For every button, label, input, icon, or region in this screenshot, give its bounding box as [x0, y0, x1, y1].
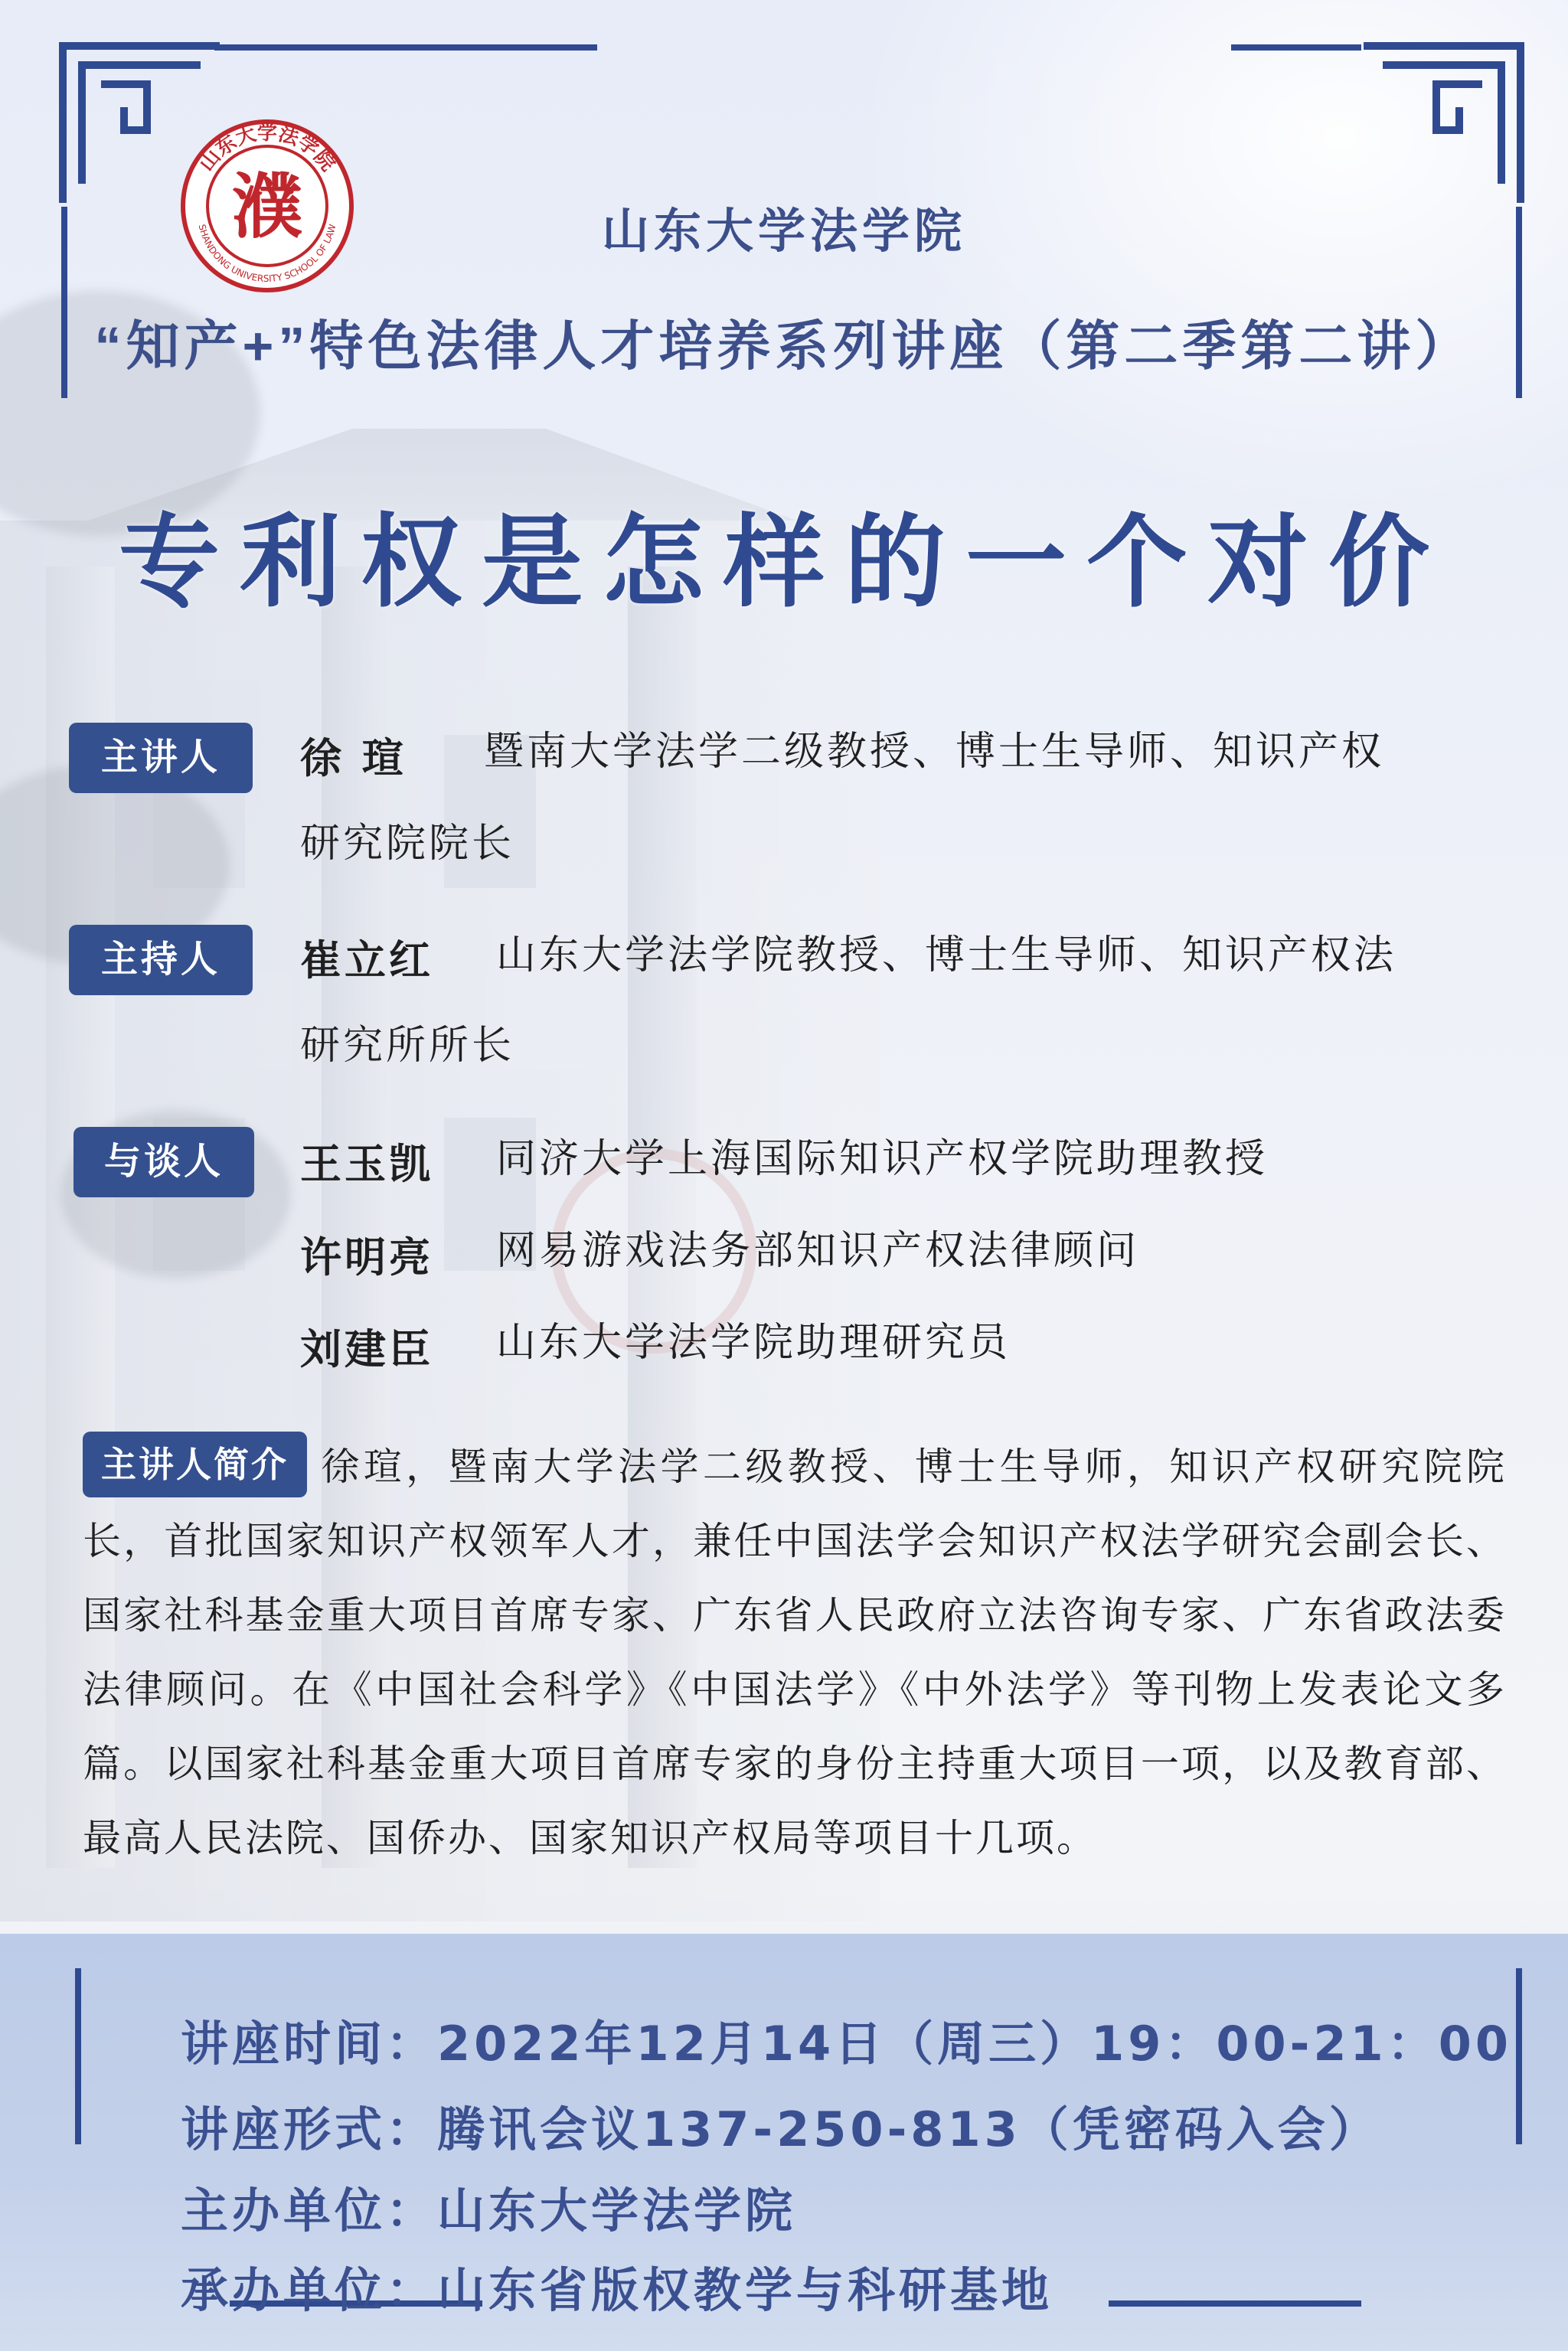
lecture-title: 专利权是怎样的一个对价: [119, 504, 1449, 622]
series-title: “知产+”特色法律人才培养系列讲座（第二季第二讲）: [94, 316, 1474, 376]
lecture-time: 讲座时间：2022年12月14日（周三）19：00-21：00: [181, 2016, 1512, 2072]
school-name: 山东大学法学院: [601, 205, 966, 258]
discussant-desc: 网易游戏法务部知识产权法律顾问: [496, 1228, 1140, 1274]
speaker-name: 徐 瑄: [300, 733, 407, 782]
logo-ring-text: 山东大学法学院: [194, 122, 340, 176]
host-desc-line1: 山东大学法学院教授、博士生导师、知识产权法: [496, 932, 1397, 978]
host-name: 崔立红: [300, 936, 433, 984]
frame-edge: [1109, 2300, 1361, 2307]
speaker-label: 主讲人: [69, 723, 253, 793]
discussant-name: 刘建臣: [300, 1324, 433, 1373]
frame-edge: [75, 1968, 81, 2144]
discussant-name: 王玉凯: [300, 1139, 433, 1188]
co-organizer: 承办单位：山东省版权教学与科研基地: [181, 2262, 1054, 2318]
discussant-name: 许明亮: [300, 1233, 433, 1282]
frame-edge: [1231, 44, 1361, 51]
frame-edge: [1516, 1968, 1522, 2144]
frame-corner-ornament: [1360, 31, 1536, 207]
organizer: 主办单位：山东大学法学院: [181, 2183, 797, 2238]
host-desc-line2: 研究所所长: [300, 1023, 515, 1069]
discussant-desc: 山东大学法学院助理研究员: [496, 1320, 1011, 1366]
speaker-desc-line1: 暨南大学法学二级教授、博士生导师、知识产权: [484, 729, 1385, 775]
speaker-desc-line2: 研究院院长: [300, 821, 515, 867]
frame-edge: [214, 44, 597, 51]
host-label: 主持人: [69, 925, 253, 995]
logo-emblem-char: 濮: [231, 165, 303, 248]
bio-text: 徐瑄，暨南大学法学二级教授、博士生导师，知识产权研究院院长，首批国家知识产权领军人才，兼任中国法学会知识产权法学研究会副会长、国家社科基金重大项目首席专家、广东省人民政府立法咨询专家、广东省政法委法律顾问。在《中国社会科学》《中国法学》《中外法学》等刊物上发表论文多篇。以国家社科基金重大项目首席专家的身份主持重大项目一项，以及教育部、最高人民法院、国侨办、国家知识产权局等项目十几项。: [83, 1445, 1507, 1860]
discussant-label: 与谈人: [74, 1127, 254, 1197]
discussant-desc: 同济大学上海国际知识产权学院助理教授: [496, 1136, 1269, 1182]
speaker-bio: [83, 1430, 1507, 1876]
bio-label: 主讲人简介: [83, 1432, 307, 1497]
logo-ring-text-en: SHANDONG UNIVERSITY SCHOOL OF LAW: [196, 223, 338, 285]
lecture-format: 讲座形式：腾讯会议137-250-813（凭密码入会）: [181, 2101, 1380, 2157]
